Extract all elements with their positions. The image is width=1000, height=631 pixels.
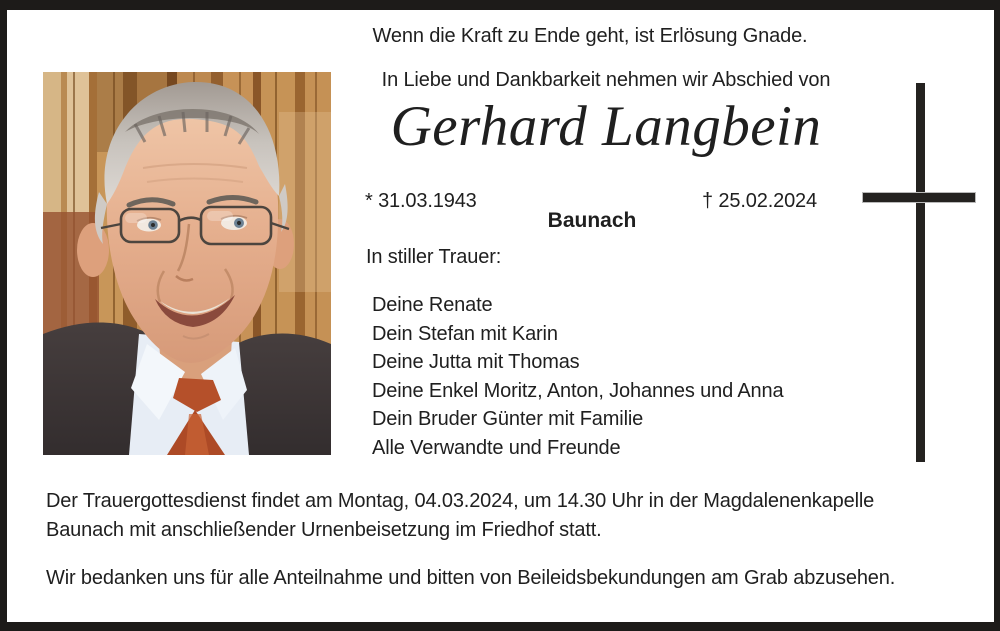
mourning-header: In stiller Trauer:	[366, 246, 502, 268]
deceased-name: Gerhard Langbein	[390, 95, 822, 158]
service-info: Der Trauergottesdienst findet am Montag, 04.03.2024, um 14.30 Uhr in der Magdalenenkapelle Baunach mit anschließender Urnenbeisetzung im Friedhof statt.	[46, 490, 875, 541]
mourner-line: Deine Jutta mit Thomas	[372, 351, 580, 374]
condolence-note: Wir bedanken uns für alle Anteilnahme und bitten von Beileidsbekundungen am Grab abzusehen.	[46, 567, 896, 589]
dagger-icon: †	[702, 190, 713, 212]
portrait-photo	[43, 72, 331, 455]
death-date: 25.02.2024	[718, 190, 818, 212]
intro-line: In Liebe und Dankbarkeit nehmen wir Abschied von	[381, 69, 831, 91]
mourner-line: Deine Renate	[372, 294, 493, 316]
mourners-list	[372, 291, 912, 463]
portrait-photo-image	[43, 72, 331, 455]
motto-line: Wenn die Kraft zu Ende geht, ist Erlösung Gnade.	[372, 25, 808, 47]
birth-date: 31.03.1943	[378, 190, 477, 212]
place-name: Baunach	[547, 209, 637, 232]
mourner-line: Dein Stefan mit Karin	[372, 322, 558, 345]
cross-horizontal-bar	[863, 193, 975, 202]
mourner-line: Deine Enkel Moritz, Anton, Johannes und Anna	[372, 379, 784, 402]
cross-vertical-bar	[916, 83, 925, 462]
mourner-line: Alle Verwandte und Freunde	[372, 436, 621, 459]
birth-symbol: *	[365, 190, 373, 212]
notice-card	[7, 10, 994, 622]
mourner-line: Dein Bruder Günter mit Familie	[372, 408, 644, 431]
